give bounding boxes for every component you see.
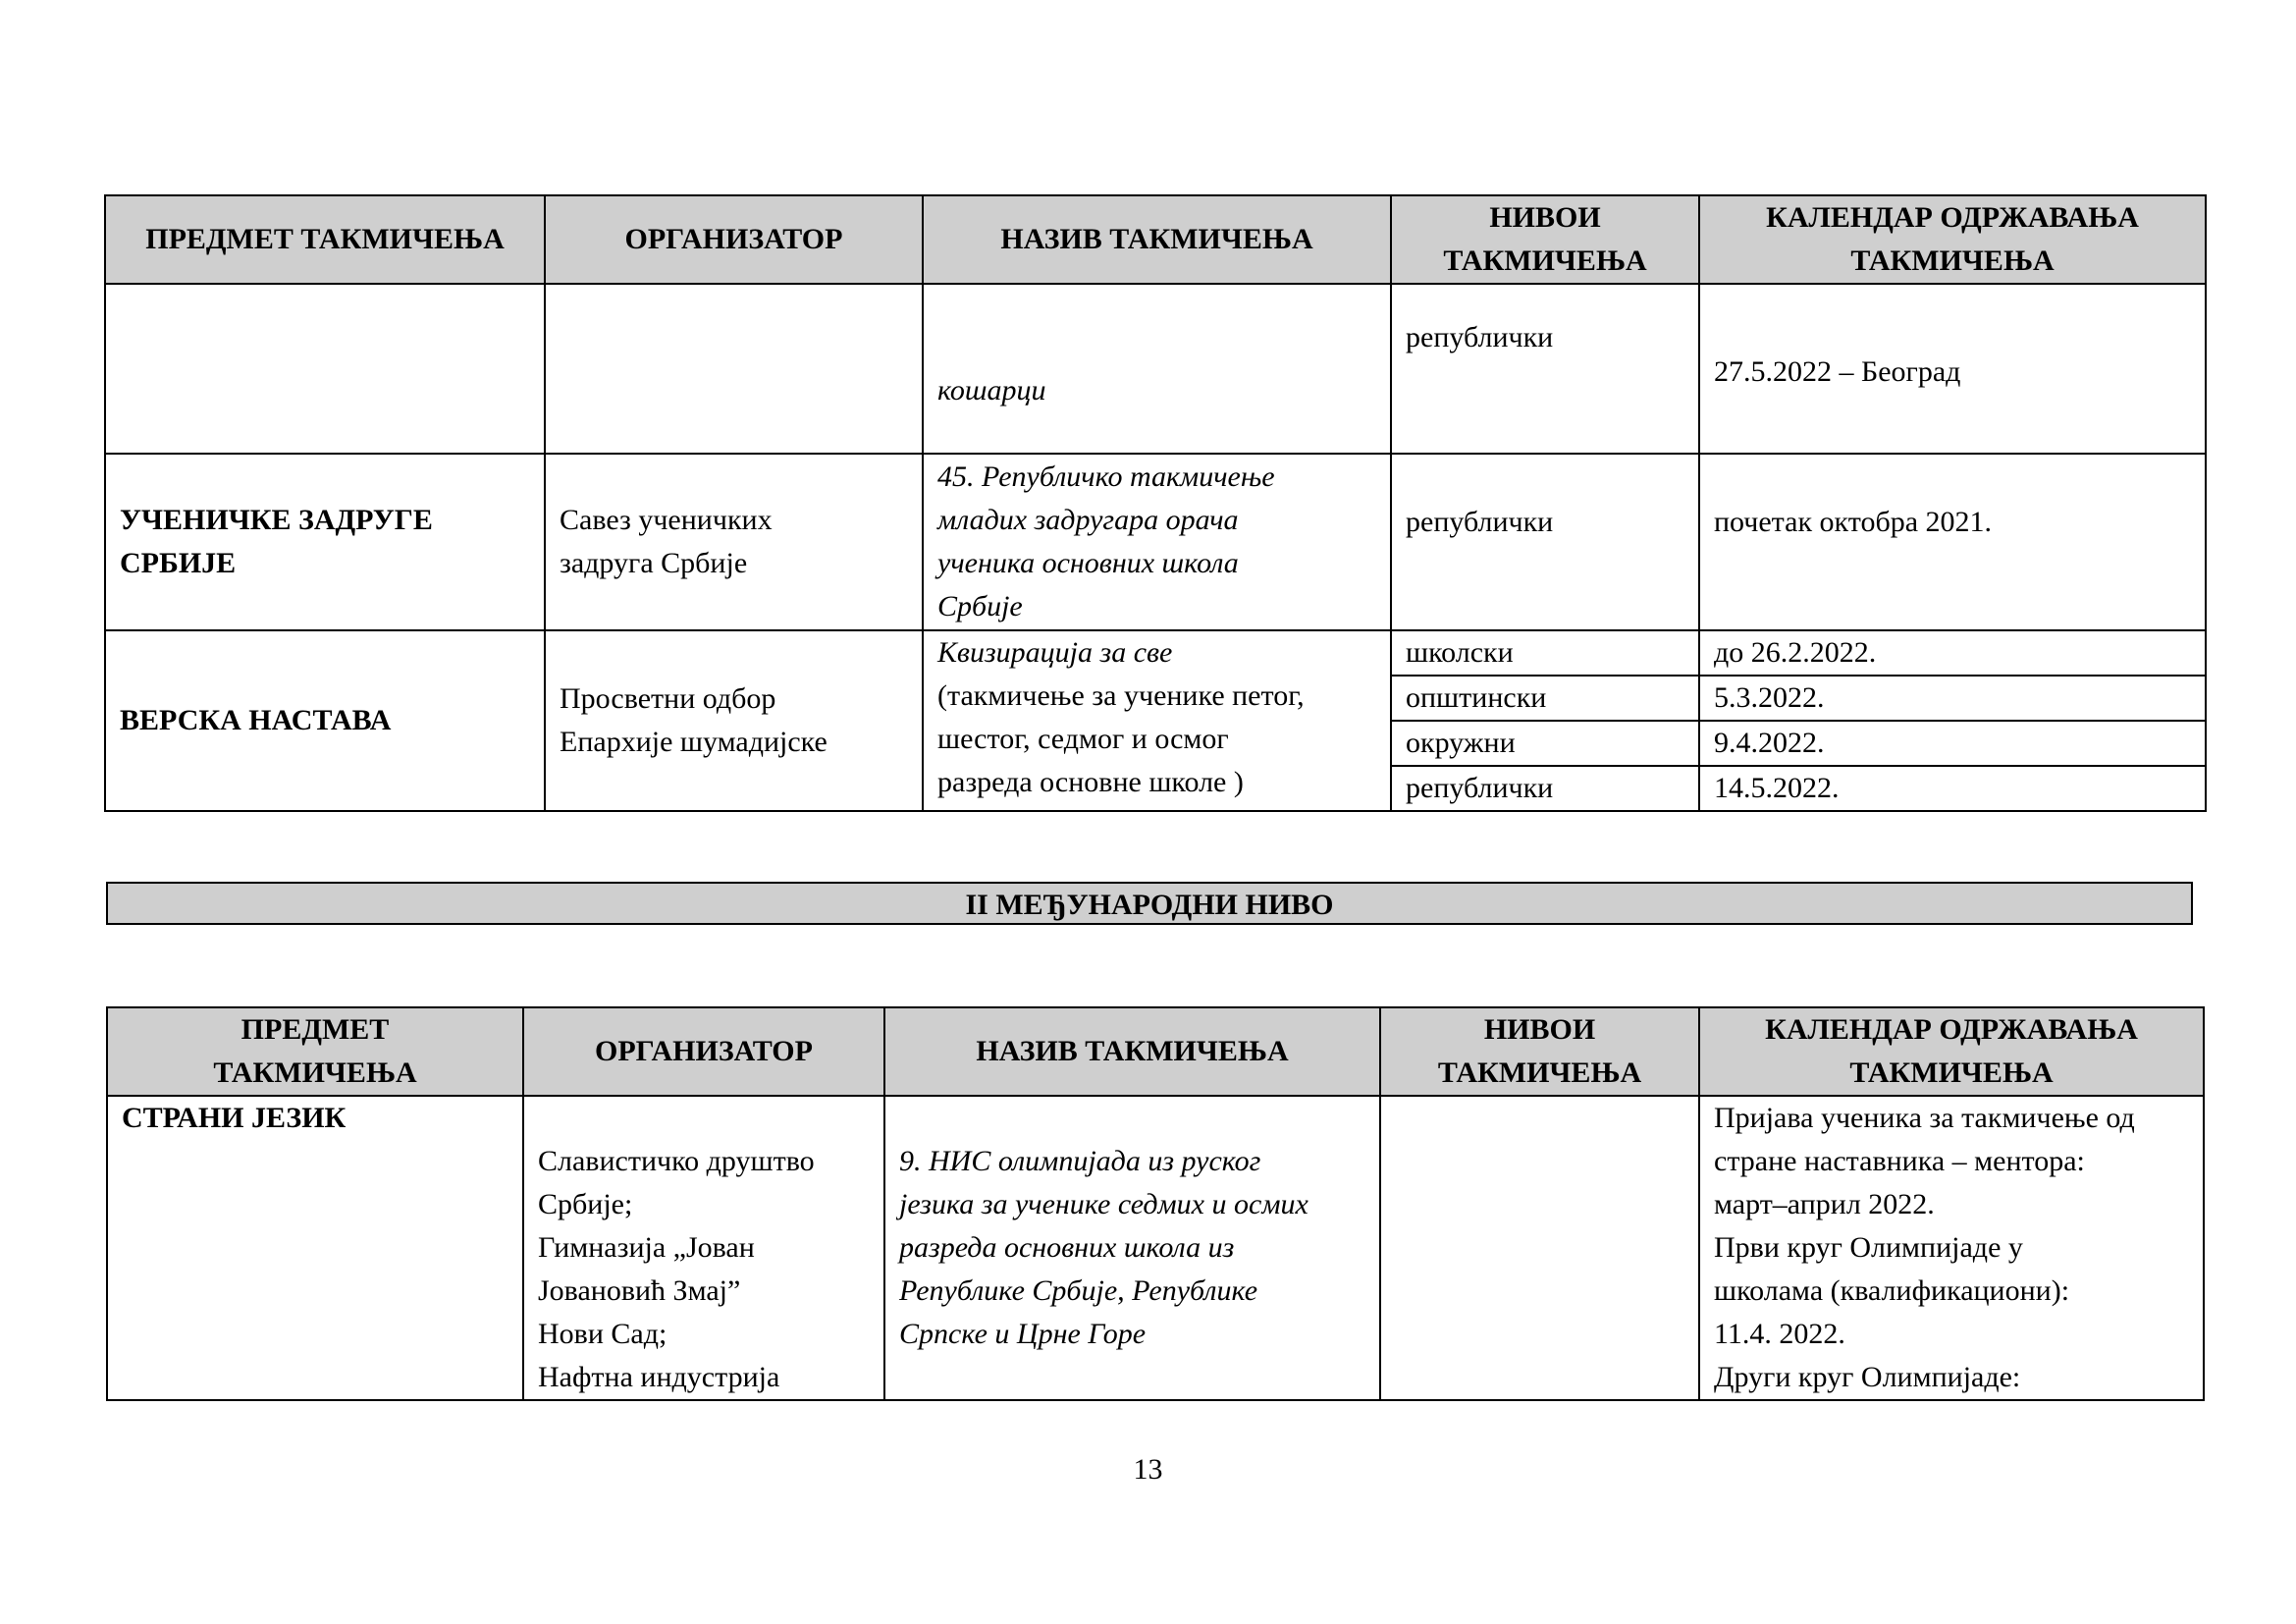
table-header-row [107,1007,2204,1096]
name-line: разреда основне школе ) [937,766,1244,798]
cell-calendar: 27.5.2022 – Београд [1699,284,2206,454]
organizer-line [538,1097,870,1140]
section-title: II МЕЂУНАРОДНИ НИВО [106,882,2193,925]
competitions-table-international [106,1006,2205,1401]
table-row [105,284,2206,454]
table-row [105,454,2206,630]
page-number: 13 [1133,1453,1163,1486]
organizer-line: Јовановић Змај” [538,1274,741,1307]
calendar-line: 11.4. 2022. [1714,1318,1845,1350]
name-line: разреда основних школа из [899,1231,1235,1264]
calendar-line: стране наставника – ментора: [1714,1145,2085,1177]
header-name: НАЗИВ ТАКМИЧЕЊА [923,195,1391,284]
calendar-line: школама (квалификациони): [1714,1274,2070,1307]
cell-level: општински [1391,676,1699,721]
header-calendar: КАЛЕНДАР ОДРЖАВАЊА ТАКМИЧЕЊА [1699,195,2206,284]
table-row [105,630,2206,676]
organizer-line: Просветни одбор [560,682,776,715]
cell-organizer [545,630,923,811]
name-line: Републике Србије, Републике [899,1274,1258,1307]
cell-competition-name [923,454,1391,630]
organizer-line: задруга Србије [560,547,748,579]
cell-competition-name [923,630,1391,811]
header-subject: ПРЕДМЕТ ТАКМИЧЕЊА [105,195,545,284]
cell-competition-name: кошарци [923,284,1391,454]
header-organizer: ОРГАНИЗАТОР [523,1007,884,1096]
cell-level: републички [1391,766,1699,811]
name-line: језика за ученике седмих и осмих [899,1188,1308,1220]
cell-organizer [523,1096,884,1400]
organizer-line: Гимназија „Јован [538,1231,755,1264]
organizer-line: Епархије шумадијске [560,726,828,758]
name-line: Србије [937,590,1023,623]
name-line: младих задругара орача [937,504,1239,536]
cell-level: школски [1391,630,1699,676]
cell-level: републички [1391,284,1699,454]
cell-calendar: 14.5.2022. [1699,766,2206,811]
calendar-line: март–април 2022. [1714,1188,1935,1220]
cell-calendar: до 26.2.2022. [1699,630,2206,676]
organizer-line: Нафтна индустрија [538,1361,780,1393]
calendar-line: Други круг Олимпијаде: [1714,1361,2021,1393]
header-name: НАЗИВ ТАКМИЧЕЊА [884,1007,1380,1096]
name-line: Квизирација за све [937,636,1173,669]
table-header-row [105,195,2206,284]
competitions-table-national [104,194,2207,812]
cell-level: окружни [1391,721,1699,766]
organizer-line: Славистичко друштво [538,1145,815,1177]
organizer-line: Нови Сад; [538,1318,667,1350]
subject-line: УЧЕНИЧКЕ ЗАДРУГЕ [120,504,433,536]
calendar-line: Пријава ученика за такмичење од [1714,1102,2135,1134]
cell-calendar [1699,1096,2204,1400]
name-line: 9. НИС олимпијада из руског [899,1145,1261,1177]
name-line: 45. Републичко такмичење [937,460,1275,493]
organizer-line: Србије; [538,1188,633,1220]
header-calendar: КАЛЕНДАР ОДРЖАВАЊА ТАКМИЧЕЊА [1699,1007,2204,1096]
header-levels: НИВОИ ТАКМИЧЕЊА [1380,1007,1699,1096]
header-organizer: ОРГАНИЗАТОР [545,195,923,284]
calendar-line: Први круг Олимпијаде у [1714,1231,2023,1264]
cell-competition-name [884,1096,1380,1400]
cell-calendar: почетак октобра 2021. [1699,454,2206,630]
cell-subject: ВЕРСКА НАСТАВА [105,630,545,811]
cell-organizer [545,454,923,630]
name-line: ученика основних школа [937,547,1239,579]
header-subject: ПРЕДМЕТ ТАКМИЧЕЊА [107,1007,523,1096]
cell-subject: СТРАНИ ЈЕЗИК [107,1096,523,1400]
name-line: (такмичење за ученике петог, [937,679,1305,712]
organizer-line: Савез ученичких [560,504,773,536]
header-levels: НИВОИ ТАКМИЧЕЊА [1391,195,1699,284]
subject-line: СРБИЈЕ [120,547,237,579]
cell-subject [105,284,545,454]
cell-calendar: 5.3.2022. [1699,676,2206,721]
cell-level [1380,1096,1699,1400]
cell-subject [105,454,545,630]
name-line: шестог, седмог и осмог [937,723,1229,755]
name-line [899,1097,1365,1140]
cell-calendar: 9.4.2022. [1699,721,2206,766]
name-line: Српске и Црне Горе [899,1318,1147,1350]
cell-level: републички [1391,454,1699,630]
table-row [107,1096,2204,1400]
cell-organizer [545,284,923,454]
